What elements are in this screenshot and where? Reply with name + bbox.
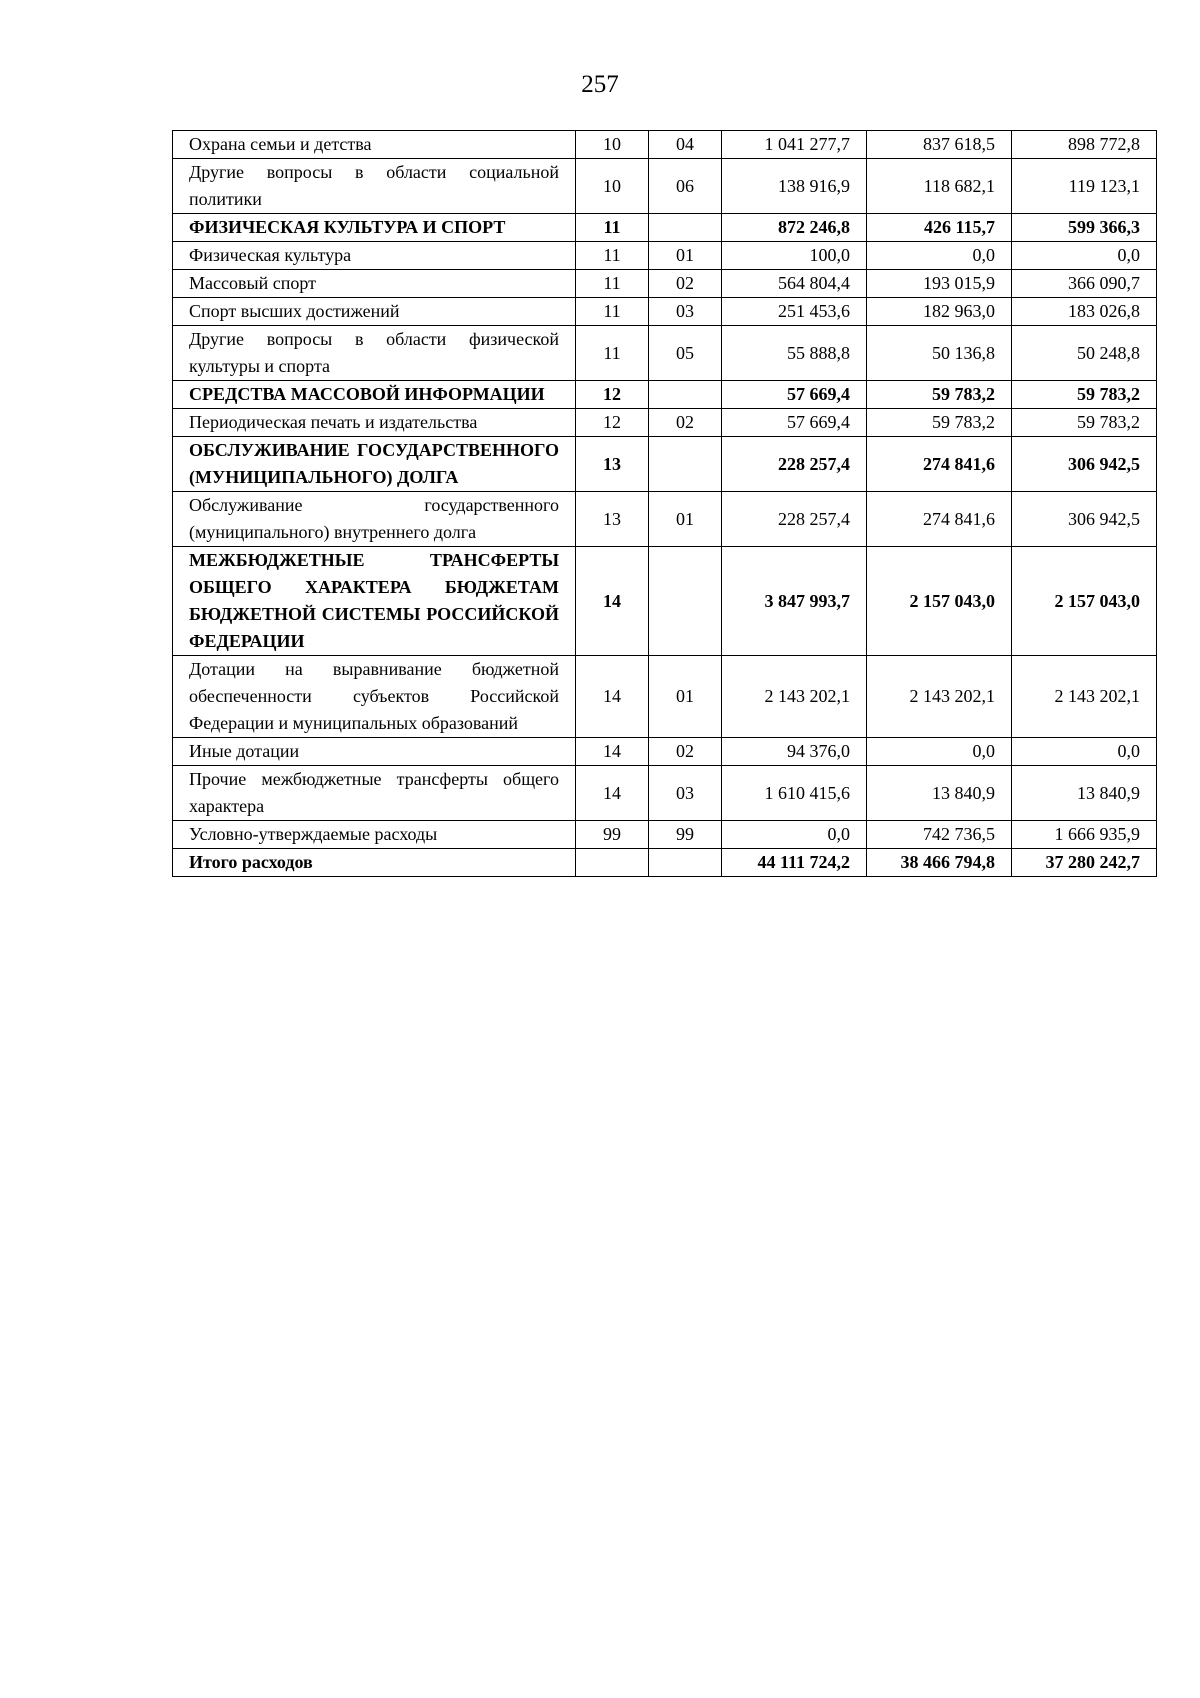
amount-cell-1: 228 257,4: [722, 492, 867, 547]
subsection-code-cell: 03: [649, 298, 722, 326]
subsection-code-cell: 02: [649, 409, 722, 437]
row-name-cell: МЕЖБЮДЖЕТНЫЕ ТРАНСФЕРТЫ ОБЩЕГО ХАРАКТЕРА БЮДЖЕТАМ БЮДЖЕТНОЙ СИСТЕМЫ РОССИЙСКОЙ ФЕДЕРАЦИИ: [173, 547, 576, 656]
table-row: [173, 766, 1157, 821]
amount-cell-1: 3 847 993,7: [722, 547, 867, 656]
amount-cell-2: 59 783,2: [867, 381, 1012, 409]
amount-cell-1: 1 610 415,6: [722, 766, 867, 821]
row-name-cell: Периодическая печать и издательства: [173, 409, 576, 437]
section-code-cell: 14: [576, 766, 649, 821]
table-row: [173, 409, 1157, 437]
subsection-code-cell: [649, 381, 722, 409]
amount-cell-2: 426 115,7: [867, 214, 1012, 242]
amount-cell-1: 44 111 724,2: [722, 849, 867, 877]
amount-cell-2: 182 963,0: [867, 298, 1012, 326]
row-name-cell: Массовый спорт: [173, 270, 576, 298]
subsection-code-cell: 05: [649, 326, 722, 381]
table-row: [173, 656, 1157, 738]
amount-cell-2: 274 841,6: [867, 437, 1012, 492]
table-row: [173, 242, 1157, 270]
table-row: [173, 131, 1157, 159]
section-code-cell: 11: [576, 214, 649, 242]
amount-cell-1: 872 246,8: [722, 214, 867, 242]
table-row-section: [173, 214, 1157, 242]
amount-cell-2: 2 157 043,0: [867, 547, 1012, 656]
section-code-cell: 13: [576, 492, 649, 547]
amount-cell-1: 55 888,8: [722, 326, 867, 381]
amount-cell-2: 0,0: [867, 738, 1012, 766]
amount-cell-1: 0,0: [722, 821, 867, 849]
row-name-cell: Условно-утверждаемые расходы: [173, 821, 576, 849]
amount-cell-2: 59 783,2: [867, 409, 1012, 437]
amount-cell-1: 228 257,4: [722, 437, 867, 492]
amount-cell-3: 183 026,8: [1012, 298, 1157, 326]
table-row-section: [173, 547, 1157, 656]
amount-cell-2: 0,0: [867, 242, 1012, 270]
subsection-code-cell: 02: [649, 738, 722, 766]
amount-cell-3: 59 783,2: [1012, 409, 1157, 437]
amount-cell-3: 1 666 935,9: [1012, 821, 1157, 849]
amount-cell-3: 59 783,2: [1012, 381, 1157, 409]
row-name-cell: ФИЗИЧЕСКАЯ КУЛЬТУРА И СПОРТ: [173, 214, 576, 242]
row-name-cell: СРЕДСТВА МАССОВОЙ ИНФОРМАЦИИ: [173, 381, 576, 409]
table-row-section: [173, 437, 1157, 492]
amount-cell-3: 119 123,1: [1012, 159, 1157, 214]
subsection-code-cell: 99: [649, 821, 722, 849]
amount-cell-3: 898 772,8: [1012, 131, 1157, 159]
subsection-code-cell: 04: [649, 131, 722, 159]
section-code-cell: 11: [576, 298, 649, 326]
row-name-cell: Итого расходов: [173, 849, 576, 877]
table-row: [173, 159, 1157, 214]
section-code-cell: 14: [576, 547, 649, 656]
row-name-cell: Охрана семьи и детства: [173, 131, 576, 159]
amount-cell-3: 50 248,8: [1012, 326, 1157, 381]
amount-cell-1: 1 041 277,7: [722, 131, 867, 159]
expenditure-table: [172, 130, 1157, 877]
amount-cell-3: 599 366,3: [1012, 214, 1157, 242]
table-row: [173, 492, 1157, 547]
table-row-section: [173, 849, 1157, 877]
amount-cell-3: 13 840,9: [1012, 766, 1157, 821]
amount-cell-2: 742 736,5: [867, 821, 1012, 849]
section-code-cell: 14: [576, 738, 649, 766]
subsection-code-cell: 01: [649, 492, 722, 547]
amount-cell-1: 564 804,4: [722, 270, 867, 298]
section-code-cell: 10: [576, 131, 649, 159]
subsection-code-cell: [649, 437, 722, 492]
amount-cell-2: 274 841,6: [867, 492, 1012, 547]
amount-cell-2: 38 466 794,8: [867, 849, 1012, 877]
amount-cell-1: 2 143 202,1: [722, 656, 867, 738]
section-code-cell: 11: [576, 326, 649, 381]
row-name-cell: Обслуживание государственного (муниципального) внутреннего долга: [173, 492, 576, 547]
amount-cell-2: 50 136,8: [867, 326, 1012, 381]
amount-cell-2: 837 618,5: [867, 131, 1012, 159]
amount-cell-1: 57 669,4: [722, 381, 867, 409]
row-name-cell: Другие вопросы в области социальной политики: [173, 159, 576, 214]
amount-cell-2: 13 840,9: [867, 766, 1012, 821]
amount-cell-3: 306 942,5: [1012, 437, 1157, 492]
amount-cell-1: 57 669,4: [722, 409, 867, 437]
amount-cell-3: 0,0: [1012, 738, 1157, 766]
table-row: [173, 326, 1157, 381]
amount-cell-1: 94 376,0: [722, 738, 867, 766]
subsection-code-cell: 01: [649, 656, 722, 738]
subsection-code-cell: 02: [649, 270, 722, 298]
amount-cell-1: 138 916,9: [722, 159, 867, 214]
row-name-cell: Спорт высших достижений: [173, 298, 576, 326]
table-row: [173, 298, 1157, 326]
amount-cell-3: 366 090,7: [1012, 270, 1157, 298]
row-name-cell: Иные дотации: [173, 738, 576, 766]
section-code-cell: 13: [576, 437, 649, 492]
subsection-code-cell: 06: [649, 159, 722, 214]
subsection-code-cell: [649, 214, 722, 242]
amount-cell-2: 2 143 202,1: [867, 656, 1012, 738]
section-code-cell: 11: [576, 270, 649, 298]
amount-cell-1: 251 453,6: [722, 298, 867, 326]
section-code-cell: 99: [576, 821, 649, 849]
table-body: [173, 131, 1157, 877]
table-row-section: [173, 381, 1157, 409]
amount-cell-1: 100,0: [722, 242, 867, 270]
section-code-cell: 14: [576, 656, 649, 738]
section-code-cell: 12: [576, 409, 649, 437]
section-code-cell: 11: [576, 242, 649, 270]
page-number: 257: [581, 71, 619, 98]
section-code-cell: 12: [576, 381, 649, 409]
table-row: [173, 821, 1157, 849]
amount-cell-2: 118 682,1: [867, 159, 1012, 214]
amount-cell-3: 2 143 202,1: [1012, 656, 1157, 738]
row-name-cell: Прочие межбюджетные трансферты общего характера: [173, 766, 576, 821]
amount-cell-3: 37 280 242,7: [1012, 849, 1157, 877]
section-code-cell: [576, 849, 649, 877]
subsection-code-cell: [649, 547, 722, 656]
amount-cell-3: 306 942,5: [1012, 492, 1157, 547]
section-code-cell: 10: [576, 159, 649, 214]
row-name-cell: Физическая культура: [173, 242, 576, 270]
amount-cell-3: 2 157 043,0: [1012, 547, 1157, 656]
amount-cell-2: 193 015,9: [867, 270, 1012, 298]
amount-cell-3: 0,0: [1012, 242, 1157, 270]
table-row: [173, 738, 1157, 766]
row-name-cell: Дотации на выравнивание бюджетной обеспеченности субъектов Российской Федерации и муниципальных образований: [173, 656, 576, 738]
row-name-cell: ОБСЛУЖИВАНИЕ ГОСУДАРСТВЕННОГО (МУНИЦИПАЛЬНОГО) ДОЛГА: [173, 437, 576, 492]
subsection-code-cell: 01: [649, 242, 722, 270]
subsection-code-cell: [649, 849, 722, 877]
table-row: [173, 270, 1157, 298]
row-name-cell: Другие вопросы в области физической культуры и спорта: [173, 326, 576, 381]
subsection-code-cell: 03: [649, 766, 722, 821]
